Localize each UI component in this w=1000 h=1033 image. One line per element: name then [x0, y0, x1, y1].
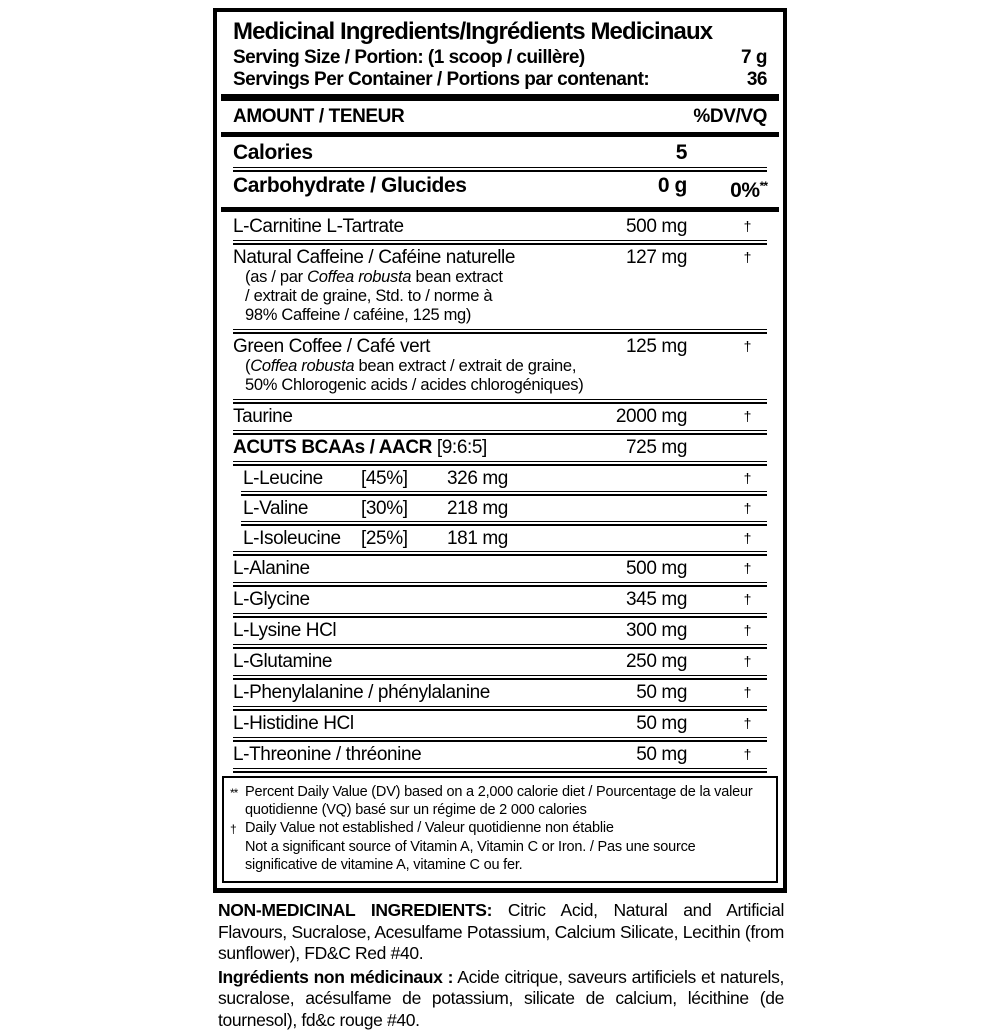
thick-divider: [221, 132, 779, 137]
amount-column-header: AMOUNT / TENEUR: [233, 106, 405, 127]
non-medicinal-ingredients-section: [218, 900, 784, 1031]
carbohydrate-dv: 0%**: [730, 179, 767, 202]
double-asterisk-marker: **: [230, 786, 238, 800]
dagger-marker: †: [743, 218, 751, 234]
bcaa-name: ACUTS BCAAs / AACR: [233, 437, 432, 458]
dagger-marker: †: [743, 653, 751, 669]
ingredient-row-carnitine: L-Carnitine L-Tartrate 500 mg †: [233, 214, 767, 240]
dagger-marker: †: [743, 622, 751, 638]
bcaa-ratio: [9:6:5]: [436, 437, 487, 458]
carbohydrate-row: [233, 172, 767, 205]
serving-size-row: [233, 47, 767, 69]
thick-divider: [221, 94, 779, 101]
dv-column-header: %DV/VQ: [693, 106, 767, 127]
column-header-row: [233, 103, 767, 130]
dagger-marker: †: [743, 249, 751, 265]
ingredient-row-threonine: L-Threonine / thréonine 50 mg †: [233, 742, 767, 768]
non-medicinal-french-lead: Ingrédients non médicinaux :: [218, 966, 454, 987]
footnote-dv-basis: ** Percent Daily Value (DV) based on a 2,000 calorie diet / Pourcentage de la valeur quotidienne (VQ) basé sur un régime de 2 000 calories: [230, 784, 753, 818]
ingredient-row-glutamine: L-Glutamine 250 mg †: [233, 649, 767, 675]
non-medicinal-english: NON-MEDICINAL INGREDIENTS: Citric Acid, Natural and Artificial Flavours, Sucralose, Acesulfame Potassium, Calcium Silicate, Lecithin (from sunflower), FD&C Red #40.: [218, 900, 784, 963]
ingredient-row-phenylalanine: L-Phenylalanine / phénylalanine 50 mg †: [233, 680, 767, 706]
dagger-marker: †: [743, 684, 751, 700]
carbohydrate-amount: 0 g: [657, 174, 687, 197]
panel-title: Medicinal Ingredients/Ingrédients Medicinaux: [233, 18, 713, 45]
dagger-marker: †: [743, 470, 751, 486]
dagger-marker: †: [743, 530, 751, 546]
carbohydrate-label: Carbohydrate / Glucides: [233, 174, 467, 197]
servings-per-container-label: Servings Per Container / Portions par contenant:: [233, 68, 650, 90]
dagger-marker: †: [743, 715, 751, 731]
ingredient-row-valine: L-Valine [30%] 218 mg †: [233, 496, 767, 521]
green-coffee-detail-text: (Coffea robusta bean extract / extrait de graine, 50% Chlorogenic acids / acides chlorogéniques): [245, 357, 584, 394]
double-asterisk-marker: **: [759, 179, 767, 193]
calories-amount: 5: [675, 141, 687, 164]
dagger-marker: †: [743, 591, 751, 607]
ingredient-row-isoleucine: L-Isoleucine [25%] 181 mg †: [233, 526, 767, 551]
calories-row: [233, 139, 767, 167]
calories-dv: [687, 139, 767, 167]
row-divider: [233, 768, 767, 773]
serving-size-label: Serving Size / Portion: (1 scoop / cuillère): [233, 47, 585, 68]
label-area: [213, 8, 787, 1033]
ingredient-row-green-coffee: Green Coffee / Café vert 125 mg †: [233, 334, 767, 360]
footnote-dv-not-established: † Daily Value not established / Valeur quotidienne non établie: [230, 820, 614, 836]
dagger-marker: †: [743, 338, 751, 354]
supplement-facts-panel: [213, 8, 787, 893]
dagger-marker: †: [743, 500, 751, 516]
dagger-marker: †: [743, 746, 751, 762]
servings-per-container-value: 36: [746, 68, 767, 90]
ingredient-row-glycine: L-Glycine 345 mg †: [233, 587, 767, 613]
calories-label: Calories: [233, 141, 313, 164]
ingredient-row-leucine: L-Leucine [45%] 326 mg †: [233, 466, 767, 491]
caffeine-detail-text: (as / par Coffea robusta bean extract / extrait de graine, Std. to / norme à 98% Caffeine / caféine, 125 mg): [245, 268, 503, 324]
non-medicinal-french: Ingrédients non médicinaux : Acide citrique, saveurs artificiels et naturels, sucralose, acésulfame de potassium, silicate de calcium, lécithine (de tournesol), fd&c rouge #40.: [218, 966, 784, 1030]
dagger-marker: †: [743, 408, 751, 424]
non-medicinal-english-lead: NON-MEDICINAL INGREDIENTS:: [218, 900, 493, 920]
thick-divider: [221, 207, 779, 212]
footnotes-box: [222, 776, 778, 883]
serving-size-value: 7 g: [741, 47, 767, 68]
ingredient-row-histidine: L-Histidine HCl 50 mg †: [233, 711, 767, 737]
dagger-marker: †: [230, 822, 236, 836]
footnote-not-significant-source: Not a significant source of Vitamin A, Vitamin C or Iron. / Pas une source significative de vitamine A, vitamine C ou fer.: [245, 839, 696, 873]
dagger-marker: †: [743, 560, 751, 576]
servings-per-container-row: [233, 69, 767, 91]
ingredient-row-taurine: Taurine 2000 mg †: [233, 404, 767, 430]
ingredient-row-lysine: L-Lysine HCl 300 mg †: [233, 618, 767, 644]
ingredient-row-caffeine: Natural Caffeine / Caféine naturelle 127 mg †: [233, 245, 767, 271]
ingredient-row-alanine: L-Alanine 500 mg †: [233, 556, 767, 582]
ingredient-row-bcaa-header: ACUTS BCAAs / AACR [9:6:5] 725 mg: [233, 437, 687, 458]
